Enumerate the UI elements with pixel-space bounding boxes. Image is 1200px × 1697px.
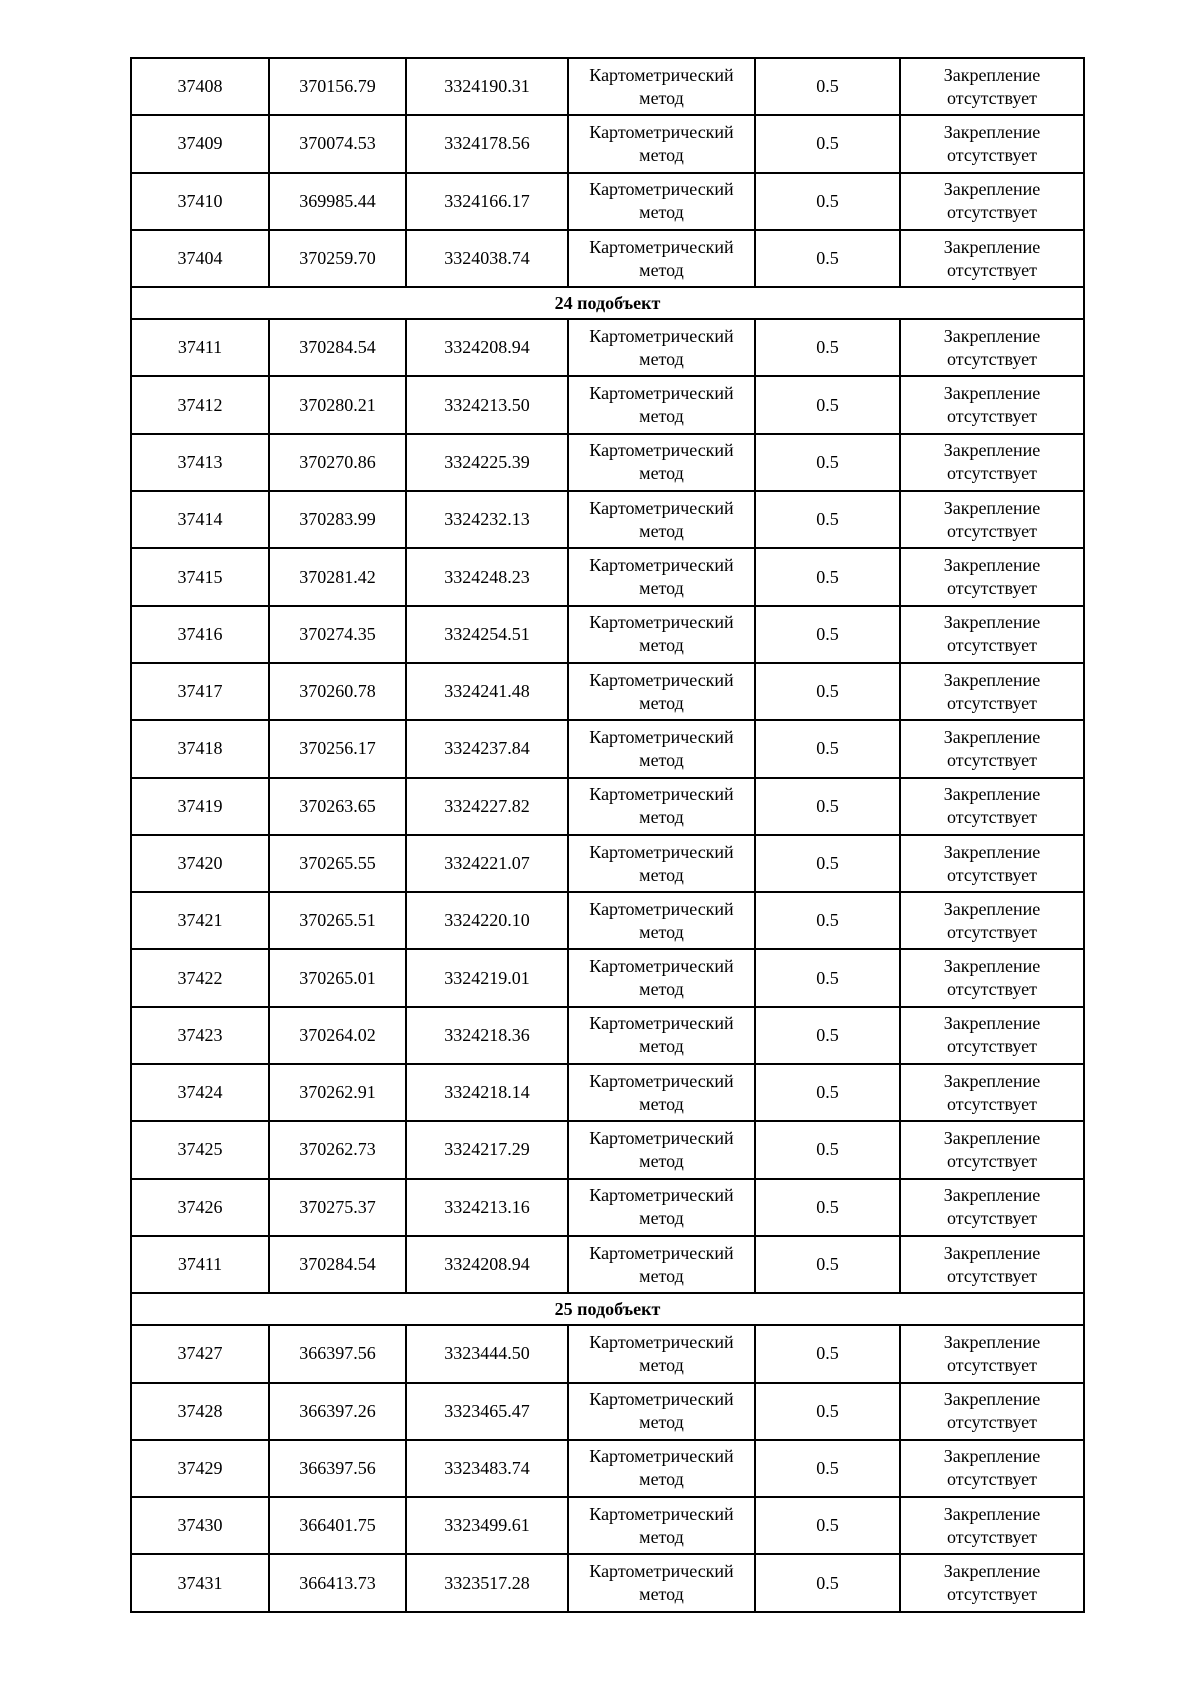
method-cell: Картометрический метод bbox=[568, 434, 755, 491]
point-number-cell: 37426 bbox=[131, 1179, 269, 1236]
point-number-cell: 37421 bbox=[131, 892, 269, 949]
x-coordinate-cell: 370265.55 bbox=[269, 835, 406, 892]
y-coordinate-cell: 3324218.14 bbox=[406, 1064, 568, 1121]
accuracy-cell: 0.5 bbox=[755, 1007, 900, 1064]
x-coordinate-cell: 366397.56 bbox=[269, 1325, 406, 1382]
table-row bbox=[131, 1064, 1084, 1121]
y-coordinate-cell: 3323517.28 bbox=[406, 1554, 568, 1611]
point-number-cell: 37416 bbox=[131, 606, 269, 663]
point-number-cell: 37425 bbox=[131, 1121, 269, 1178]
method-cell: Картометрический метод bbox=[568, 230, 755, 287]
method-cell: Картометрический метод bbox=[568, 835, 755, 892]
method-cell: Картометрический метод bbox=[568, 1497, 755, 1554]
point-number-cell: 37420 bbox=[131, 835, 269, 892]
method-cell: Картометрический метод bbox=[568, 115, 755, 172]
table-row bbox=[131, 778, 1084, 835]
fixing-description-cell: Закрепление отсутствует bbox=[900, 1064, 1084, 1121]
method-cell: Картометрический метод bbox=[568, 778, 755, 835]
point-number-cell: 37428 bbox=[131, 1383, 269, 1440]
x-coordinate-cell: 370264.02 bbox=[269, 1007, 406, 1064]
method-cell: Картометрический метод bbox=[568, 892, 755, 949]
point-number-cell: 37417 bbox=[131, 663, 269, 720]
accuracy-cell: 0.5 bbox=[755, 1064, 900, 1121]
accuracy-cell: 0.5 bbox=[755, 949, 900, 1006]
table-row bbox=[131, 606, 1084, 663]
y-coordinate-cell: 3323499.61 bbox=[406, 1497, 568, 1554]
table-row bbox=[131, 720, 1084, 777]
table-row bbox=[131, 319, 1084, 376]
accuracy-cell: 0.5 bbox=[755, 230, 900, 287]
y-coordinate-cell: 3324208.94 bbox=[406, 1236, 568, 1293]
method-cell: Картометрический метод bbox=[568, 376, 755, 433]
method-cell: Картометрический метод bbox=[568, 720, 755, 777]
point-number-cell: 37419 bbox=[131, 778, 269, 835]
method-cell: Картометрический метод bbox=[568, 1064, 755, 1121]
point-number-cell: 37431 bbox=[131, 1554, 269, 1611]
y-coordinate-cell: 3324166.17 bbox=[406, 173, 568, 230]
y-coordinate-cell: 3324237.84 bbox=[406, 720, 568, 777]
x-coordinate-cell: 366397.56 bbox=[269, 1440, 406, 1497]
x-coordinate-cell: 370156.79 bbox=[269, 58, 406, 115]
table-row bbox=[131, 434, 1084, 491]
method-cell: Картометрический метод bbox=[568, 173, 755, 230]
method-cell: Картометрический метод bbox=[568, 663, 755, 720]
point-number-cell: 37423 bbox=[131, 1007, 269, 1064]
x-coordinate-cell: 370270.86 bbox=[269, 434, 406, 491]
y-coordinate-cell: 3323483.74 bbox=[406, 1440, 568, 1497]
accuracy-cell: 0.5 bbox=[755, 319, 900, 376]
x-coordinate-cell: 370263.65 bbox=[269, 778, 406, 835]
table-row bbox=[131, 376, 1084, 433]
accuracy-cell: 0.5 bbox=[755, 835, 900, 892]
method-cell: Картометрический метод bbox=[568, 949, 755, 1006]
fixing-description-cell: Закрепление отсутствует bbox=[900, 778, 1084, 835]
table-row bbox=[131, 1179, 1084, 1236]
fixing-description-cell: Закрепление отсутствует bbox=[900, 1007, 1084, 1064]
section-header-row bbox=[131, 1293, 1084, 1325]
table-row bbox=[131, 173, 1084, 230]
fixing-description-cell: Закрепление отсутствует bbox=[900, 434, 1084, 491]
accuracy-cell: 0.5 bbox=[755, 663, 900, 720]
fixing-description-cell: Закрепление отсутствует bbox=[900, 115, 1084, 172]
table-row bbox=[131, 1236, 1084, 1293]
point-number-cell: 37410 bbox=[131, 173, 269, 230]
x-coordinate-cell: 369985.44 bbox=[269, 173, 406, 230]
table-row bbox=[131, 1554, 1084, 1611]
fixing-description-cell: Закрепление отсутствует bbox=[900, 1179, 1084, 1236]
point-number-cell: 37422 bbox=[131, 949, 269, 1006]
method-cell: Картометрический метод bbox=[568, 1554, 755, 1611]
y-coordinate-cell: 3324227.82 bbox=[406, 778, 568, 835]
method-cell: Картометрический метод bbox=[568, 548, 755, 605]
fixing-description-cell: Закрепление отсутствует bbox=[900, 892, 1084, 949]
y-coordinate-cell: 3323444.50 bbox=[406, 1325, 568, 1382]
method-cell: Картометрический метод bbox=[568, 1325, 755, 1382]
accuracy-cell: 0.5 bbox=[755, 548, 900, 605]
table-row bbox=[131, 115, 1084, 172]
table-row bbox=[131, 58, 1084, 115]
accuracy-cell: 0.5 bbox=[755, 1121, 900, 1178]
table-row bbox=[131, 949, 1084, 1006]
method-cell: Картометрический метод bbox=[568, 1121, 755, 1178]
y-coordinate-cell: 3324190.31 bbox=[406, 58, 568, 115]
x-coordinate-cell: 370275.37 bbox=[269, 1179, 406, 1236]
point-number-cell: 37408 bbox=[131, 58, 269, 115]
method-cell: Картометрический метод bbox=[568, 1383, 755, 1440]
y-coordinate-cell: 3324219.01 bbox=[406, 949, 568, 1006]
point-number-cell: 37412 bbox=[131, 376, 269, 433]
fixing-description-cell: Закрепление отсутствует bbox=[900, 1383, 1084, 1440]
point-number-cell: 37430 bbox=[131, 1497, 269, 1554]
y-coordinate-cell: 3323465.47 bbox=[406, 1383, 568, 1440]
method-cell: Картометрический метод bbox=[568, 58, 755, 115]
method-cell: Картометрический метод bbox=[568, 491, 755, 548]
y-coordinate-cell: 3324038.74 bbox=[406, 230, 568, 287]
section-label: 25 подобъект bbox=[131, 1293, 1084, 1325]
section-label: 24 подобъект bbox=[131, 287, 1084, 319]
x-coordinate-cell: 370260.78 bbox=[269, 663, 406, 720]
accuracy-cell: 0.5 bbox=[755, 1440, 900, 1497]
x-coordinate-cell: 370265.01 bbox=[269, 949, 406, 1006]
fixing-description-cell: Закрепление отсутствует bbox=[900, 1497, 1084, 1554]
x-coordinate-cell: 370074.53 bbox=[269, 115, 406, 172]
accuracy-cell: 0.5 bbox=[755, 376, 900, 433]
x-coordinate-cell: 366397.26 bbox=[269, 1383, 406, 1440]
y-coordinate-cell: 3324217.29 bbox=[406, 1121, 568, 1178]
point-number-cell: 37418 bbox=[131, 720, 269, 777]
fixing-description-cell: Закрепление отсутствует bbox=[900, 606, 1084, 663]
point-number-cell: 37429 bbox=[131, 1440, 269, 1497]
fixing-description-cell: Закрепление отсутствует bbox=[900, 1236, 1084, 1293]
x-coordinate-cell: 370284.54 bbox=[269, 319, 406, 376]
table-row bbox=[131, 663, 1084, 720]
x-coordinate-cell: 366401.75 bbox=[269, 1497, 406, 1554]
fixing-description-cell: Закрепление отсутствует bbox=[900, 949, 1084, 1006]
y-coordinate-cell: 3324221.07 bbox=[406, 835, 568, 892]
x-coordinate-cell: 370274.35 bbox=[269, 606, 406, 663]
fixing-description-cell: Закрепление отсутствует bbox=[900, 663, 1084, 720]
fixing-description-cell: Закрепление отсутствует bbox=[900, 720, 1084, 777]
fixing-description-cell: Закрепление отсутствует bbox=[900, 835, 1084, 892]
y-coordinate-cell: 3324232.13 bbox=[406, 491, 568, 548]
y-coordinate-cell: 3324178.56 bbox=[406, 115, 568, 172]
fixing-description-cell: Закрепление отсутствует bbox=[900, 173, 1084, 230]
x-coordinate-cell: 370262.91 bbox=[269, 1064, 406, 1121]
point-number-cell: 37409 bbox=[131, 115, 269, 172]
method-cell: Картометрический метод bbox=[568, 1236, 755, 1293]
point-number-cell: 37404 bbox=[131, 230, 269, 287]
table-row bbox=[131, 230, 1084, 287]
accuracy-cell: 0.5 bbox=[755, 115, 900, 172]
fixing-description-cell: Закрепление отсутствует bbox=[900, 230, 1084, 287]
accuracy-cell: 0.5 bbox=[755, 720, 900, 777]
accuracy-cell: 0.5 bbox=[755, 606, 900, 663]
accuracy-cell: 0.5 bbox=[755, 173, 900, 230]
accuracy-cell: 0.5 bbox=[755, 434, 900, 491]
method-cell: Картометрический метод bbox=[568, 1440, 755, 1497]
accuracy-cell: 0.5 bbox=[755, 1179, 900, 1236]
x-coordinate-cell: 370283.99 bbox=[269, 491, 406, 548]
fixing-description-cell: Закрепление отсутствует bbox=[900, 1121, 1084, 1178]
fixing-description-cell: Закрепление отсутствует bbox=[900, 58, 1084, 115]
y-coordinate-cell: 3324220.10 bbox=[406, 892, 568, 949]
fixing-description-cell: Закрепление отсутствует bbox=[900, 319, 1084, 376]
section-header-row bbox=[131, 287, 1084, 319]
accuracy-cell: 0.5 bbox=[755, 1554, 900, 1611]
accuracy-cell: 0.5 bbox=[755, 1497, 900, 1554]
accuracy-cell: 0.5 bbox=[755, 1383, 900, 1440]
x-coordinate-cell: 370265.51 bbox=[269, 892, 406, 949]
x-coordinate-cell: 370284.54 bbox=[269, 1236, 406, 1293]
fixing-description-cell: Закрепление отсутствует bbox=[900, 491, 1084, 548]
table-row bbox=[131, 491, 1084, 548]
method-cell: Картометрический метод bbox=[568, 1007, 755, 1064]
y-coordinate-cell: 3324241.48 bbox=[406, 663, 568, 720]
point-number-cell: 37411 bbox=[131, 319, 269, 376]
table-row bbox=[131, 1497, 1084, 1554]
fixing-description-cell: Закрепление отсутствует bbox=[900, 548, 1084, 605]
point-number-cell: 37414 bbox=[131, 491, 269, 548]
method-cell: Картометрический метод bbox=[568, 1179, 755, 1236]
table-body bbox=[131, 58, 1084, 1612]
y-coordinate-cell: 3324213.16 bbox=[406, 1179, 568, 1236]
y-coordinate-cell: 3324248.23 bbox=[406, 548, 568, 605]
point-number-cell: 37411 bbox=[131, 1236, 269, 1293]
point-number-cell: 37415 bbox=[131, 548, 269, 605]
table-row bbox=[131, 1440, 1084, 1497]
y-coordinate-cell: 3324213.50 bbox=[406, 376, 568, 433]
fixing-description-cell: Закрепление отсутствует bbox=[900, 1554, 1084, 1611]
x-coordinate-cell: 370281.42 bbox=[269, 548, 406, 605]
table-row bbox=[131, 1383, 1084, 1440]
x-coordinate-cell: 370262.73 bbox=[269, 1121, 406, 1178]
table-row bbox=[131, 1325, 1084, 1382]
y-coordinate-cell: 3324254.51 bbox=[406, 606, 568, 663]
accuracy-cell: 0.5 bbox=[755, 778, 900, 835]
y-coordinate-cell: 3324218.36 bbox=[406, 1007, 568, 1064]
method-cell: Картометрический метод bbox=[568, 606, 755, 663]
coordinates-table bbox=[130, 57, 1085, 1613]
table-row bbox=[131, 892, 1084, 949]
accuracy-cell: 0.5 bbox=[755, 58, 900, 115]
point-number-cell: 37413 bbox=[131, 434, 269, 491]
point-number-cell: 37424 bbox=[131, 1064, 269, 1121]
x-coordinate-cell: 370280.21 bbox=[269, 376, 406, 433]
table-row bbox=[131, 1121, 1084, 1178]
x-coordinate-cell: 370259.70 bbox=[269, 230, 406, 287]
fixing-description-cell: Закрепление отсутствует bbox=[900, 1325, 1084, 1382]
point-number-cell: 37427 bbox=[131, 1325, 269, 1382]
x-coordinate-cell: 370256.17 bbox=[269, 720, 406, 777]
x-coordinate-cell: 366413.73 bbox=[269, 1554, 406, 1611]
y-coordinate-cell: 3324225.39 bbox=[406, 434, 568, 491]
y-coordinate-cell: 3324208.94 bbox=[406, 319, 568, 376]
accuracy-cell: 0.5 bbox=[755, 1325, 900, 1382]
accuracy-cell: 0.5 bbox=[755, 892, 900, 949]
table-row bbox=[131, 1007, 1084, 1064]
method-cell: Картометрический метод bbox=[568, 319, 755, 376]
table-row bbox=[131, 835, 1084, 892]
fixing-description-cell: Закрепление отсутствует bbox=[900, 376, 1084, 433]
table-row bbox=[131, 548, 1084, 605]
fixing-description-cell: Закрепление отсутствует bbox=[900, 1440, 1084, 1497]
accuracy-cell: 0.5 bbox=[755, 1236, 900, 1293]
accuracy-cell: 0.5 bbox=[755, 491, 900, 548]
